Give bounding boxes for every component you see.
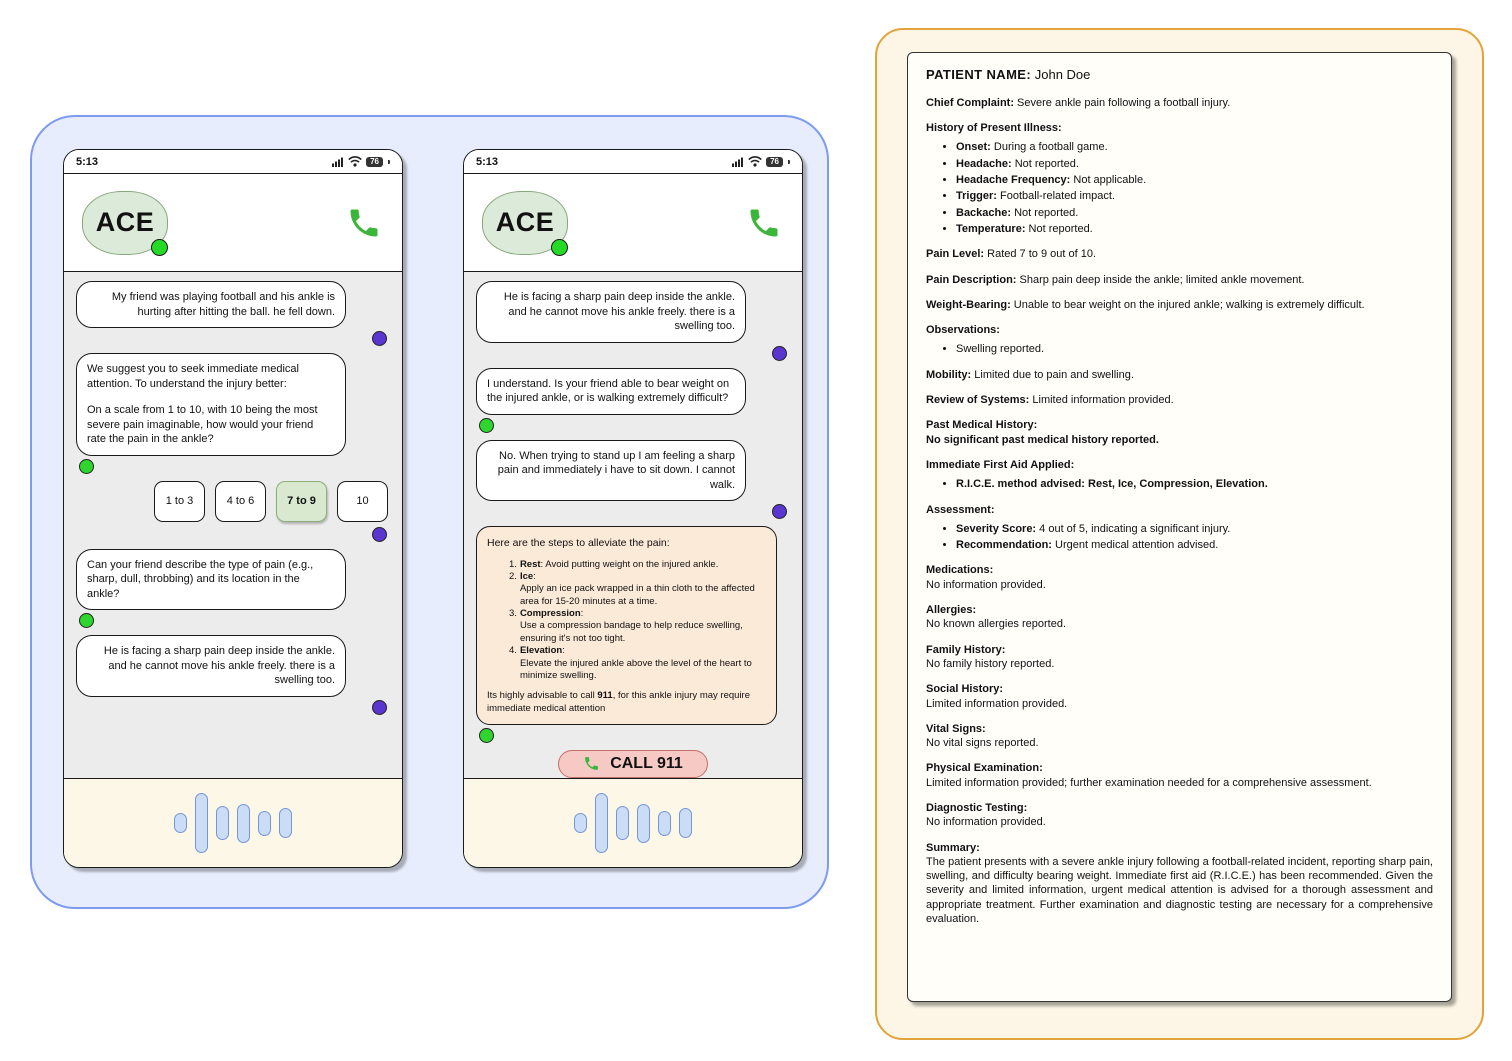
user-turn-dot-row: [79, 700, 387, 715]
section-text: The patient presents with a severe ankle injury following a football-related incident, reporting sharp pain, swelling, and difficulty bearing weight. Immediate first aid (R.I.C.E.) has been recommended. Given the severity and limited information, urgent medical attention is advised for a thorough assessment and appropriate treatment. Further examination and diagnostic testing are necessary for a comprehensive evaluation.: [926, 855, 1433, 926]
call-911-label: CALL 911: [610, 754, 683, 772]
report-section: Pain Description: Sharp pain deep inside the ankle; limited ankle movement.: [926, 273, 1305, 286]
section-label: Medications:: [926, 564, 994, 577]
chat-message-user: My friend was playing football and his ankle is hurting after hitting the ball. he fell down.: [76, 281, 346, 328]
section-label: Weight-Bearing:: [926, 298, 1011, 311]
patient-name-label: PATIENT NAME:: [926, 67, 1032, 82]
waveform-bar: [195, 793, 208, 853]
pain-option-4-to-6[interactable]: 4 to 6: [215, 481, 266, 522]
step-item: 2. Ice: Apply an ice pack wrapped in a thin cloth to the affected area for 15-20 minutes at a time.: [509, 571, 755, 607]
section-text: No family history reported.: [926, 657, 1055, 670]
pain-option-1-to-3[interactable]: 1 to 3: [154, 481, 205, 522]
step-item: 4. Elevation: Elevate the injured ankle above the level of the heart to minimize swelling.: [509, 645, 752, 681]
bullet-item: • Recommendation: Urgent medical attention advised.: [956, 538, 1433, 552]
section-label: History of Present Illness:: [926, 122, 1062, 135]
waveform-bar: [216, 806, 229, 840]
call-911-button[interactable]: [558, 750, 708, 778]
report-panel: [875, 28, 1484, 1040]
bullet-item: • Trigger: Football-related impact.: [956, 189, 1433, 203]
bullet-item: • Headache Frequency: Not applicable.: [956, 173, 1433, 187]
call-icon[interactable]: [746, 205, 782, 241]
wifi-icon: [348, 156, 362, 167]
section-text: No vital signs reported.: [926, 737, 1039, 750]
chat-message-user: No. When trying to stand up I am feeling a sharp pain and immediately i have to sit down. I cannot walk.: [476, 440, 746, 502]
section-label: Immediate First Aid Applied:: [926, 458, 1075, 471]
bot-turn-dot-row: [79, 613, 387, 628]
report-section: [926, 801, 1433, 830]
report-section: Mobility: Limited due to pain and swelling.: [926, 368, 1134, 381]
waveform-bar: [279, 808, 292, 838]
report-section: [926, 563, 1433, 592]
patient-name-line: [926, 67, 1433, 84]
user-turn-indicator-dot: [772, 504, 787, 519]
waveform-icon: [574, 793, 692, 853]
report-section: Review of Systems: Limited information provided.: [926, 394, 1174, 407]
section-text: Limited information provided.: [926, 697, 1068, 710]
section-text: No significant past medical history reported.: [926, 433, 1159, 446]
chat-message-user: He is facing a sharp pain deep inside the ankle. and he cannot move his ankle freely. there is a swelling too.: [76, 635, 346, 697]
bullet-item: • Temperature: Not reported.: [956, 222, 1433, 236]
chat-message-bot: We suggest you to seek immediate medical attention. To understand the injury better: On a scale from 1 to 10, with 10 being the most severe pain imaginable, how would your friend rate the pain in the ankle?: [76, 353, 346, 456]
call-911-note: Its highly advisable to call 911, for this ankle injury may require immediate medical attention: [487, 690, 750, 714]
report-section: [926, 722, 1433, 751]
section-label: Vital Signs:: [926, 722, 986, 735]
chat-header: [464, 174, 802, 272]
status-bar: [464, 150, 802, 174]
section-label: Social History:: [926, 683, 1004, 696]
user-turn-indicator-dot: [372, 527, 387, 542]
chat-message-bot: I understand. Is your friend able to bear weight on the injured ankle, or is walking extremely difficult?: [476, 368, 746, 415]
bot-turn-indicator-dot: [479, 728, 494, 743]
battery-percent: 76: [370, 156, 379, 166]
section-text: No information provided.: [926, 816, 1046, 829]
section-label: Pain Description:: [926, 273, 1017, 286]
bullet-item: • Headache: Not reported.: [956, 157, 1433, 171]
chat-message-user: He is facing a sharp pain deep inside the ankle. and he cannot move his ankle freely. there is a swelling too.: [476, 281, 746, 343]
chat-message-bot: Can your friend describe the type of pain (e.g., sharp, dull, throbbing) and its location in the ankle?: [76, 549, 346, 611]
call-icon[interactable]: [346, 205, 382, 241]
user-turn-dot-row: [479, 346, 787, 361]
signal-icon: [332, 157, 344, 167]
report-section: [926, 841, 1433, 927]
ace-avatar: [482, 191, 568, 255]
section-bullets: [926, 140, 1433, 236]
phone-frame-1: [63, 149, 403, 868]
waveform-bar: [679, 808, 692, 838]
voice-input-bar[interactable]: [64, 778, 402, 867]
bot-turn-indicator-dot: [79, 613, 94, 628]
battery-nub: [788, 160, 790, 164]
report-section: Pain Level: Rated 7 to 9 out of 10.: [926, 248, 1096, 261]
bot-turn-dot-row: [79, 459, 387, 474]
user-turn-dot-row: [79, 331, 387, 346]
waveform-bar: [174, 813, 187, 833]
waveform-bar: [237, 804, 250, 843]
chat-mockups-panel: [30, 115, 829, 909]
report-section: Chief Complaint: Severe ankle pain following a football injury.: [926, 96, 1231, 109]
waveform-bar: [574, 813, 587, 833]
section-label: Allergies:: [926, 604, 977, 617]
call-911-icon: [583, 755, 600, 772]
user-turn-indicator-dot: [372, 700, 387, 715]
report-section: [926, 323, 1433, 357]
section-bullets: [926, 342, 1433, 356]
user-turn-indicator-dot: [372, 331, 387, 346]
section-label: Mobility:: [926, 368, 972, 381]
ace-avatar-label: ACE: [95, 207, 155, 237]
bot-turn-indicator-dot: [79, 459, 94, 474]
phone-frame-2: [463, 149, 803, 868]
bullet-item: • Backache: Not reported.: [956, 206, 1433, 220]
report-section: [926, 418, 1433, 447]
waveform-bar: [658, 811, 671, 836]
section-bullets: [926, 522, 1433, 553]
report-section: Weight-Bearing: Unable to bear weight on the injured ankle; walking is extremely difficult.: [926, 298, 1365, 311]
user-turn-indicator-dot: [772, 346, 787, 361]
waveform-bar: [258, 811, 271, 836]
status-time: 5:13: [476, 155, 499, 168]
section-label: Assessment:: [926, 503, 995, 516]
first-aid-steps-message: [476, 526, 777, 725]
steps-list: [487, 559, 766, 682]
online-status-dot: [151, 239, 168, 256]
section-label: Review of Systems:: [926, 394, 1030, 407]
section-text: Limited information provided; further examination needed for a comprehensive assessment.: [926, 776, 1372, 789]
chat-area: [64, 272, 402, 778]
voice-input-bar[interactable]: [464, 778, 802, 867]
chat-header: [64, 174, 402, 272]
bot-turn-dot-row: [479, 728, 787, 743]
report-section: [926, 643, 1433, 672]
ace-avatar: [82, 191, 168, 255]
user-turn-dot-row: [479, 504, 787, 519]
chat-area: [464, 272, 802, 778]
wifi-icon: [748, 156, 762, 167]
section-bullets: [926, 477, 1433, 491]
section-label: Observations:: [926, 324, 1000, 337]
bullet-item: • R.I.C.E. method advised: Rest, Ice, Compression, Elevation.: [956, 477, 1433, 491]
report-section: [926, 761, 1433, 790]
steps-title: Here are the steps to alleviate the pain:: [487, 537, 670, 550]
section-label: Chief Complaint:: [926, 96, 1014, 109]
report-section: [926, 682, 1433, 711]
bullet-item: • Onset: During a football game.: [956, 140, 1433, 154]
battery-icon: [366, 157, 383, 167]
bot-turn-indicator-dot: [479, 418, 494, 433]
step-item: 1. Rest: Avoid putting weight on the injured ankle.: [509, 558, 719, 570]
report-section: [926, 121, 1433, 236]
patient-name-value: John Doe: [1034, 67, 1091, 82]
pain-option-7-to-9[interactable]: 7 to 9: [276, 481, 327, 522]
section-label: Family History:: [926, 643, 1006, 656]
waveform-icon: [174, 793, 292, 853]
section-label: Past Medical History:: [926, 419, 1038, 432]
status-bar: [64, 150, 402, 174]
waveform-bar: [616, 806, 629, 840]
patient-report-card: [907, 52, 1452, 1002]
user-turn-dot-row: [79, 527, 387, 542]
pain-option-10[interactable]: 10: [337, 481, 388, 522]
bullet-item: • Severity Score: 4 out of 5, indicating a significant injury.: [956, 522, 1433, 536]
section-text: No known allergies reported.: [926, 618, 1067, 631]
status-time: 5:13: [76, 155, 99, 168]
bullet-item: • Swelling reported.: [956, 342, 1433, 356]
pain-scale-options: [78, 481, 388, 522]
battery-nub: [388, 160, 390, 164]
waveform-bar: [595, 793, 608, 853]
battery-percent: 76: [770, 156, 779, 166]
bot-turn-dot-row: [479, 418, 787, 433]
report-section: [926, 458, 1433, 492]
signal-icon: [732, 157, 744, 167]
section-label: Pain Level:: [926, 248, 985, 261]
battery-icon: [766, 157, 783, 167]
ace-avatar-label: ACE: [495, 207, 555, 237]
call-911-row: [476, 750, 790, 778]
report-section: [926, 503, 1433, 553]
waveform-bar: [637, 804, 650, 843]
online-status-dot: [551, 239, 568, 256]
section-text: No information provided.: [926, 578, 1046, 591]
section-label: Summary:: [926, 841, 980, 854]
section-label: Diagnostic Testing:: [926, 801, 1028, 814]
step-item: 3. Compression: Use a compression bandage to help reduce swelling, ensuring it's not too tight.: [509, 608, 743, 644]
report-sections: [926, 96, 1433, 926]
section-label: Physical Examination:: [926, 762, 1043, 775]
report-section: [926, 603, 1433, 632]
